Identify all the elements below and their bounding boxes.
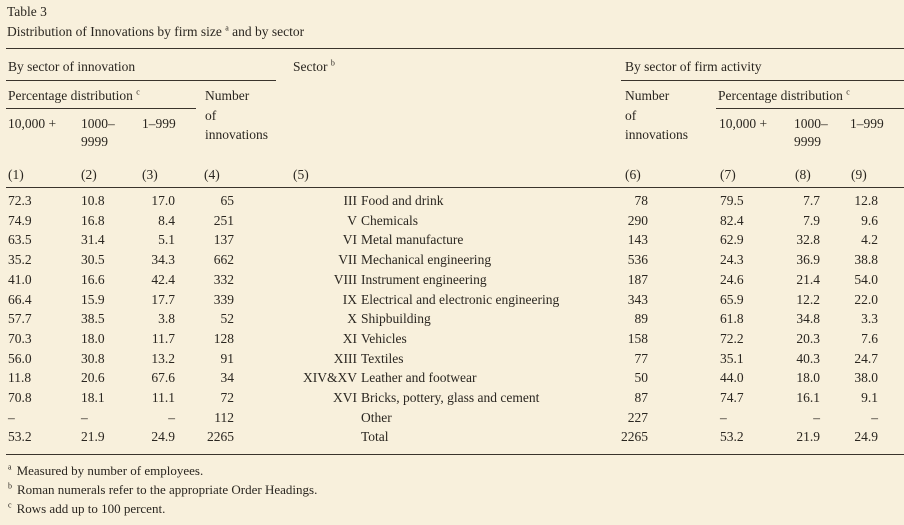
cell-c4: 65 — [220, 193, 234, 208]
cell-c8: 21.9 — [796, 429, 820, 445]
cell-c9: 54.0 — [854, 271, 878, 287]
cell-c3: 3.8 — [158, 311, 175, 327]
sector-name: Other — [361, 409, 392, 425]
col-number-4: (4) — [204, 167, 220, 182]
cell-c7: 35.1 — [720, 350, 744, 366]
cell-c7: 24.6 — [720, 271, 744, 287]
right-size-mid: 1000– — [794, 116, 828, 131]
cell-c6: 77 — [634, 350, 648, 366]
left-group-header: By sector of innovation — [8, 59, 136, 74]
left-size-small: 1–999 — [142, 116, 176, 131]
right-pct-rule — [716, 108, 904, 109]
cell-c3: 5.1 — [158, 232, 175, 248]
footnote-mark: a — [8, 462, 12, 472]
cell-c7: 44.0 — [720, 370, 744, 386]
cell-c3: 8.4 — [158, 212, 175, 228]
right-pct-footnote-mark: c — [846, 87, 850, 97]
sector-numeral: III — [343, 193, 357, 208]
sector-name: Bricks, pottery, glass and cement — [361, 390, 540, 405]
sector-header-text: Sector — [293, 59, 328, 74]
footnote — [8, 482, 317, 498]
cell-c7: 82.4 — [720, 212, 744, 228]
cell-c7: 79.5 — [720, 193, 744, 208]
cell-c3: 11.7 — [151, 330, 175, 346]
cell-c3: 67.6 — [151, 370, 175, 386]
cell-c6: 2265 — [621, 429, 648, 445]
cell-c1: 74.9 — [8, 212, 32, 228]
table-label: Table 3 — [7, 4, 47, 19]
cell-c4: 339 — [213, 291, 234, 307]
cell-c3: 11.1 — [151, 390, 175, 405]
cell-c1: 57.7 — [8, 311, 32, 327]
cell-c3: 42.4 — [151, 271, 175, 287]
cell-c6: 78 — [634, 193, 648, 208]
cell-c8: 40.3 — [796, 350, 820, 366]
cell-c4: 91 — [220, 350, 234, 366]
caption-text: Distribution of Innovations by firm size — [7, 24, 222, 39]
sector-numeral: XI — [342, 330, 357, 346]
cell-c8: 16.1 — [796, 390, 820, 405]
sector-name: Instrument engineering — [361, 271, 487, 287]
cell-c7: 62.9 — [720, 232, 744, 248]
left-pct-rule — [6, 108, 196, 109]
left-pct-header-text: Percentage distribution — [8, 88, 133, 103]
cell-c9: 22.0 — [854, 291, 878, 307]
cell-c2: 30.5 — [81, 252, 105, 268]
sector-footnote-mark: b — [330, 58, 335, 68]
right-size-large: 10,000 + — [719, 116, 768, 131]
cell-c6: 343 — [627, 291, 648, 307]
cell-c6: 50 — [634, 370, 648, 386]
cell-c9: 7.6 — [861, 330, 878, 346]
cell-c1: 53.2 — [8, 429, 32, 445]
cell-c2: 10.8 — [81, 193, 105, 208]
cell-c9: 38.0 — [854, 370, 878, 386]
left-number-header-l2: of — [205, 108, 217, 123]
col-number-9: (9) — [851, 167, 867, 182]
cell-c8: 21.4 — [796, 271, 820, 287]
table-caption — [7, 24, 304, 40]
cell-c6: 227 — [627, 409, 648, 425]
right-size-small: 1–999 — [850, 116, 884, 131]
caption-tail: and by sector — [232, 24, 305, 39]
sector-numeral: VIII — [333, 271, 357, 287]
cell-c4: 112 — [214, 409, 234, 425]
cell-c1: 70.8 — [8, 390, 32, 405]
cell-c7: 74.7 — [720, 390, 744, 405]
cell-c8: 7.9 — [803, 212, 820, 228]
cell-c1: 35.2 — [8, 252, 32, 268]
cell-c8: 20.3 — [796, 330, 820, 346]
cell-c3: – — [168, 409, 175, 425]
cell-c4: 662 — [213, 252, 234, 268]
cell-c1: 63.5 — [8, 232, 32, 248]
cell-c8: 12.2 — [796, 291, 820, 307]
bottom-rule — [6, 454, 904, 455]
cell-c7: – — [720, 409, 727, 425]
cell-c2: 20.6 — [81, 370, 105, 386]
cell-c7: 65.9 — [720, 291, 744, 307]
cell-c9: 12.8 — [854, 193, 878, 208]
cell-c2: 31.4 — [81, 232, 105, 248]
col-number-5: (5) — [293, 167, 309, 182]
cell-c8: 36.9 — [796, 252, 820, 268]
cell-c9: 3.3 — [861, 311, 878, 327]
cell-c4: 332 — [213, 271, 234, 287]
cell-c8: 18.0 — [796, 370, 820, 386]
header-bottom-rule — [6, 187, 904, 188]
cell-c7: 61.8 — [720, 311, 744, 327]
cell-c6: 536 — [627, 252, 648, 268]
cell-c8: 34.8 — [796, 311, 820, 327]
cell-c4: 34 — [220, 370, 234, 386]
cell-c9: – — [871, 409, 878, 425]
top-rule — [6, 48, 904, 49]
sector-numeral: VII — [338, 252, 357, 268]
cell-c8: – — [813, 409, 820, 425]
cell-c4: 52 — [220, 311, 234, 327]
right-number-header-l2: of — [625, 108, 637, 123]
right-pct-header — [718, 88, 850, 104]
left-group-rule — [6, 80, 276, 81]
cell-c2: 15.9 — [81, 291, 105, 307]
footnote-mark: c — [8, 500, 12, 510]
cell-c8: 32.8 — [796, 232, 820, 248]
cell-c2: 38.5 — [81, 311, 105, 327]
col-number-7: (7) — [720, 167, 736, 182]
cell-c4: 128 — [213, 330, 234, 346]
sector-name: Shipbuilding — [361, 311, 431, 327]
cell-c1: 70.3 — [8, 330, 32, 346]
cell-c2: 16.8 — [81, 212, 105, 228]
cell-c6: 89 — [634, 311, 648, 327]
left-number-header-l3: innovations — [205, 127, 268, 142]
right-group-header: By sector of firm activity — [625, 59, 762, 74]
sector-name: Electrical and electronic engineering — [361, 291, 560, 307]
col-number-2: (2) — [81, 167, 97, 182]
cell-c1: 11.8 — [8, 370, 32, 386]
col-number-3: (3) — [142, 167, 158, 182]
footnote — [8, 463, 203, 479]
sector-name: Textiles — [361, 350, 404, 366]
sector-numeral: IX — [342, 291, 357, 307]
left-pct-footnote-mark: c — [136, 87, 140, 97]
sector-name: Mechanical engineering — [361, 252, 492, 268]
cell-c7: 24.3 — [720, 252, 744, 268]
left-size-large: 10,000 + — [8, 116, 57, 131]
cell-c3: 24.9 — [151, 429, 175, 445]
cell-c1: 56.0 — [8, 350, 32, 366]
cell-c9: 4.2 — [861, 232, 878, 248]
cell-c2: – — [81, 409, 88, 425]
cell-c6: 290 — [627, 212, 648, 228]
sector-name: Food and drink — [361, 193, 444, 208]
left-pct-header — [8, 88, 140, 104]
footnote-text: Roman numerals refer to the appropriate Order Headings. — [17, 482, 318, 497]
cell-c7: 72.2 — [720, 330, 744, 346]
cell-c1: – — [8, 409, 15, 425]
footnote-mark: b — [8, 481, 12, 491]
sector-name: Chemicals — [361, 212, 418, 228]
sector-numeral: XIII — [333, 350, 357, 366]
cell-c2: 18.0 — [81, 330, 105, 346]
cell-c4: 72 — [220, 390, 234, 405]
cell-c4: 251 — [213, 212, 234, 228]
col-number-1: (1) — [8, 167, 24, 182]
cell-c9: 24.9 — [854, 429, 878, 445]
cell-c6: 143 — [627, 232, 648, 248]
sector-name: Vehicles — [361, 330, 407, 346]
cell-c1: 72.3 — [8, 193, 32, 208]
left-size-mid: 1000– — [81, 116, 115, 131]
sector-numeral: VI — [342, 232, 357, 248]
cell-c3: 13.2 — [151, 350, 175, 366]
sector-name: Leather and footwear — [361, 370, 477, 386]
cell-c6: 187 — [627, 271, 648, 287]
cell-c3: 17.7 — [151, 291, 175, 307]
sector-numeral: XIV&XV — [303, 370, 357, 386]
right-number-header-l3: innovations — [625, 127, 688, 142]
sector-numeral: X — [347, 311, 357, 327]
cell-c7: 53.2 — [720, 429, 744, 445]
cell-c2: 21.9 — [81, 429, 105, 445]
right-size-mid-l2: 9999 — [794, 134, 821, 149]
left-number-header-l1: Number — [205, 88, 250, 103]
cell-c6: 158 — [627, 330, 648, 346]
cell-c4: 2265 — [207, 429, 234, 445]
footnote — [8, 501, 165, 517]
cell-c8: 7.7 — [803, 193, 820, 208]
right-group-rule — [621, 80, 904, 81]
cell-c9: 24.7 — [854, 350, 878, 366]
cell-c1: 41.0 — [8, 271, 32, 287]
sector-numeral: V — [347, 212, 357, 228]
cell-c2: 30.8 — [81, 350, 105, 366]
cell-c3: 17.0 — [151, 193, 175, 208]
sector-numeral: XVI — [333, 390, 357, 405]
sector-header — [293, 59, 335, 75]
cell-c1: 66.4 — [8, 291, 32, 307]
footnote-text: Rows add up to 100 percent. — [16, 501, 166, 516]
cell-c9: 9.6 — [861, 212, 878, 228]
sector-name: Metal manufacture — [361, 232, 464, 248]
right-number-header-l1: Number — [625, 88, 670, 103]
left-size-mid-l2: 9999 — [81, 134, 108, 149]
cell-c6: 87 — [634, 390, 648, 405]
cell-c4: 137 — [213, 232, 234, 248]
right-pct-header-text: Percentage distribution — [718, 88, 843, 103]
cell-c9: 9.1 — [861, 390, 878, 405]
col-number-6: (6) — [625, 167, 641, 182]
cell-c2: 18.1 — [81, 390, 105, 405]
sector-name: Total — [361, 429, 389, 445]
cell-c3: 34.3 — [151, 252, 175, 268]
caption-footnote-mark: a — [225, 23, 229, 33]
footnote-text: Measured by number of employees. — [16, 463, 204, 478]
col-number-8: (8) — [795, 167, 811, 182]
cell-c2: 16.6 — [81, 271, 105, 287]
cell-c9: 38.8 — [854, 252, 878, 268]
